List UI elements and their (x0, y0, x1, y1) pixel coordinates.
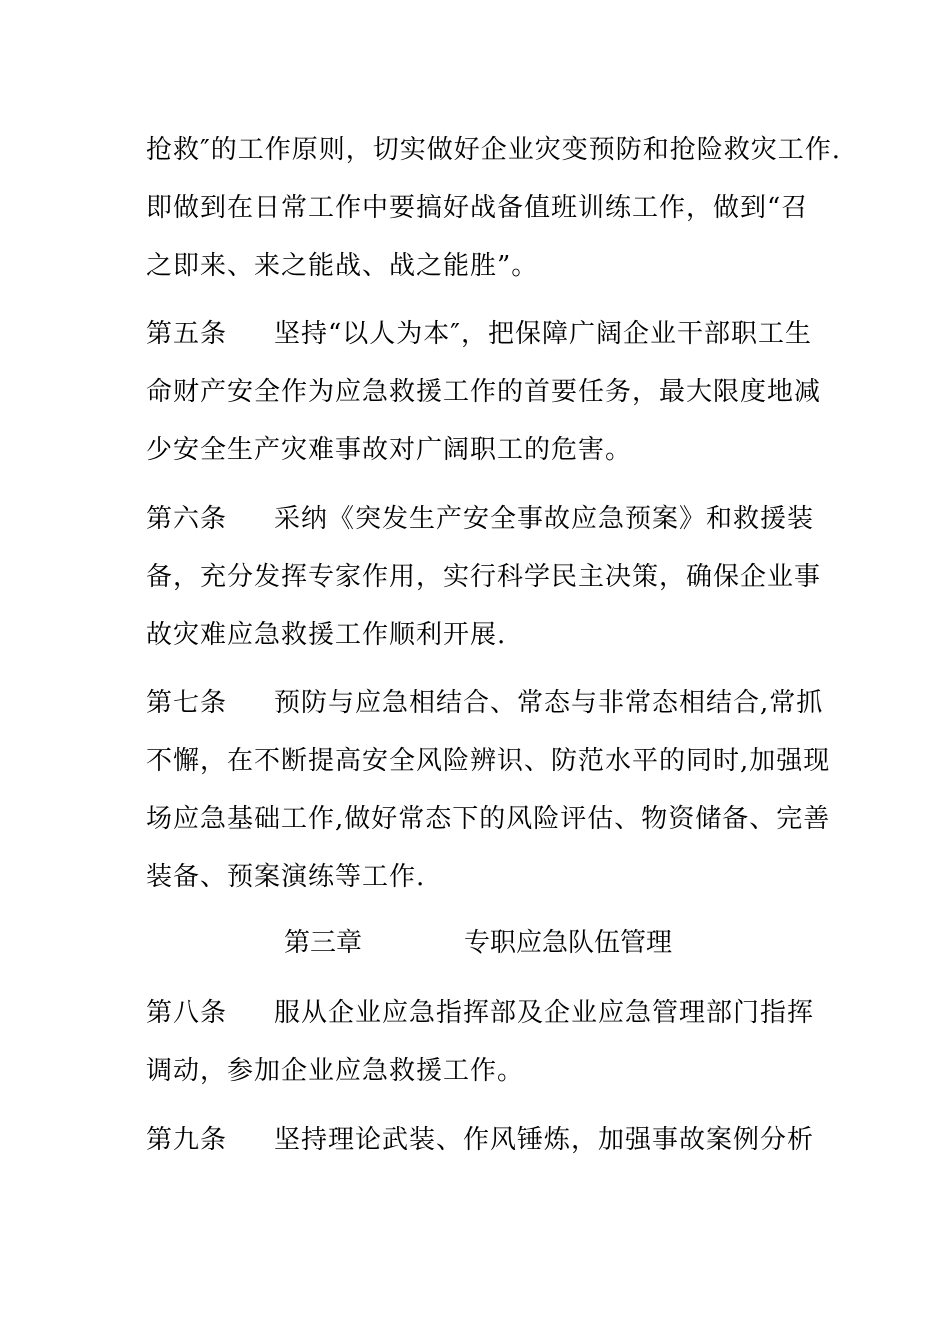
article-9 (146, 1123, 826, 1157)
chapter-number: 第三章 (284, 928, 363, 958)
body-line: 命财产安全作为应急救援工作的首要任务，最大限度地减 (146, 377, 822, 407)
article-8 (146, 996, 826, 1030)
body-line: 场应急基础工作,做好常态下的风险评估、物资储备、完善 (146, 804, 831, 834)
article-number: 第九条 (146, 1125, 228, 1155)
article-number: 第六条 (146, 504, 228, 534)
article-5 (146, 317, 826, 351)
body-line: 少安全生产灾难事故对广阔职工的危害。 (146, 435, 633, 465)
body-line: 即做到在日常工作中要搞好战备值班训练工作，做到“召 (146, 193, 809, 223)
article-text: 预防与应急相结合、常态与非常态相结合,常抓 (274, 688, 824, 718)
body-line: 不懈，在不断提高安全风险辨识、防范水平的同时,加强现 (146, 746, 831, 776)
article-number: 第五条 (146, 319, 228, 349)
body-line: 装备、预案演练等工作. (146, 862, 426, 892)
chapter-title: 专职应急队伍管理 (464, 928, 673, 958)
article-6 (146, 502, 826, 536)
body-line: 备，充分发挥专家作用，实行科学民主决策，确保企业事 (146, 562, 822, 592)
body-line: 抢救″的工作原则，切实做好企业灾变预防和抢险救灾工作. (146, 135, 841, 165)
article-7 (146, 686, 826, 720)
article-text: 采纳《突发生产安全事故应急预案》和救援装 (274, 504, 815, 534)
article-number: 第八条 (146, 998, 228, 1028)
body-line: 调动，参加企业应急救援工作。 (146, 1056, 525, 1086)
body-line: 故灾难应急救援工作顺利开展. (146, 620, 507, 650)
body-line: 之即来、来之能战、战之能胜”。 (146, 251, 539, 281)
article-text: 坚持理论武装、作风锤炼，加强事故案例分析 (274, 1125, 815, 1155)
article-number: 第七条 (146, 688, 228, 718)
chapter-heading (284, 926, 672, 960)
article-text: 服从企业应急指挥部及企业应急管理部门指挥 (274, 998, 815, 1028)
article-text: 坚持“以人为本″，把保障广阔企业干部职工生 (274, 319, 813, 349)
